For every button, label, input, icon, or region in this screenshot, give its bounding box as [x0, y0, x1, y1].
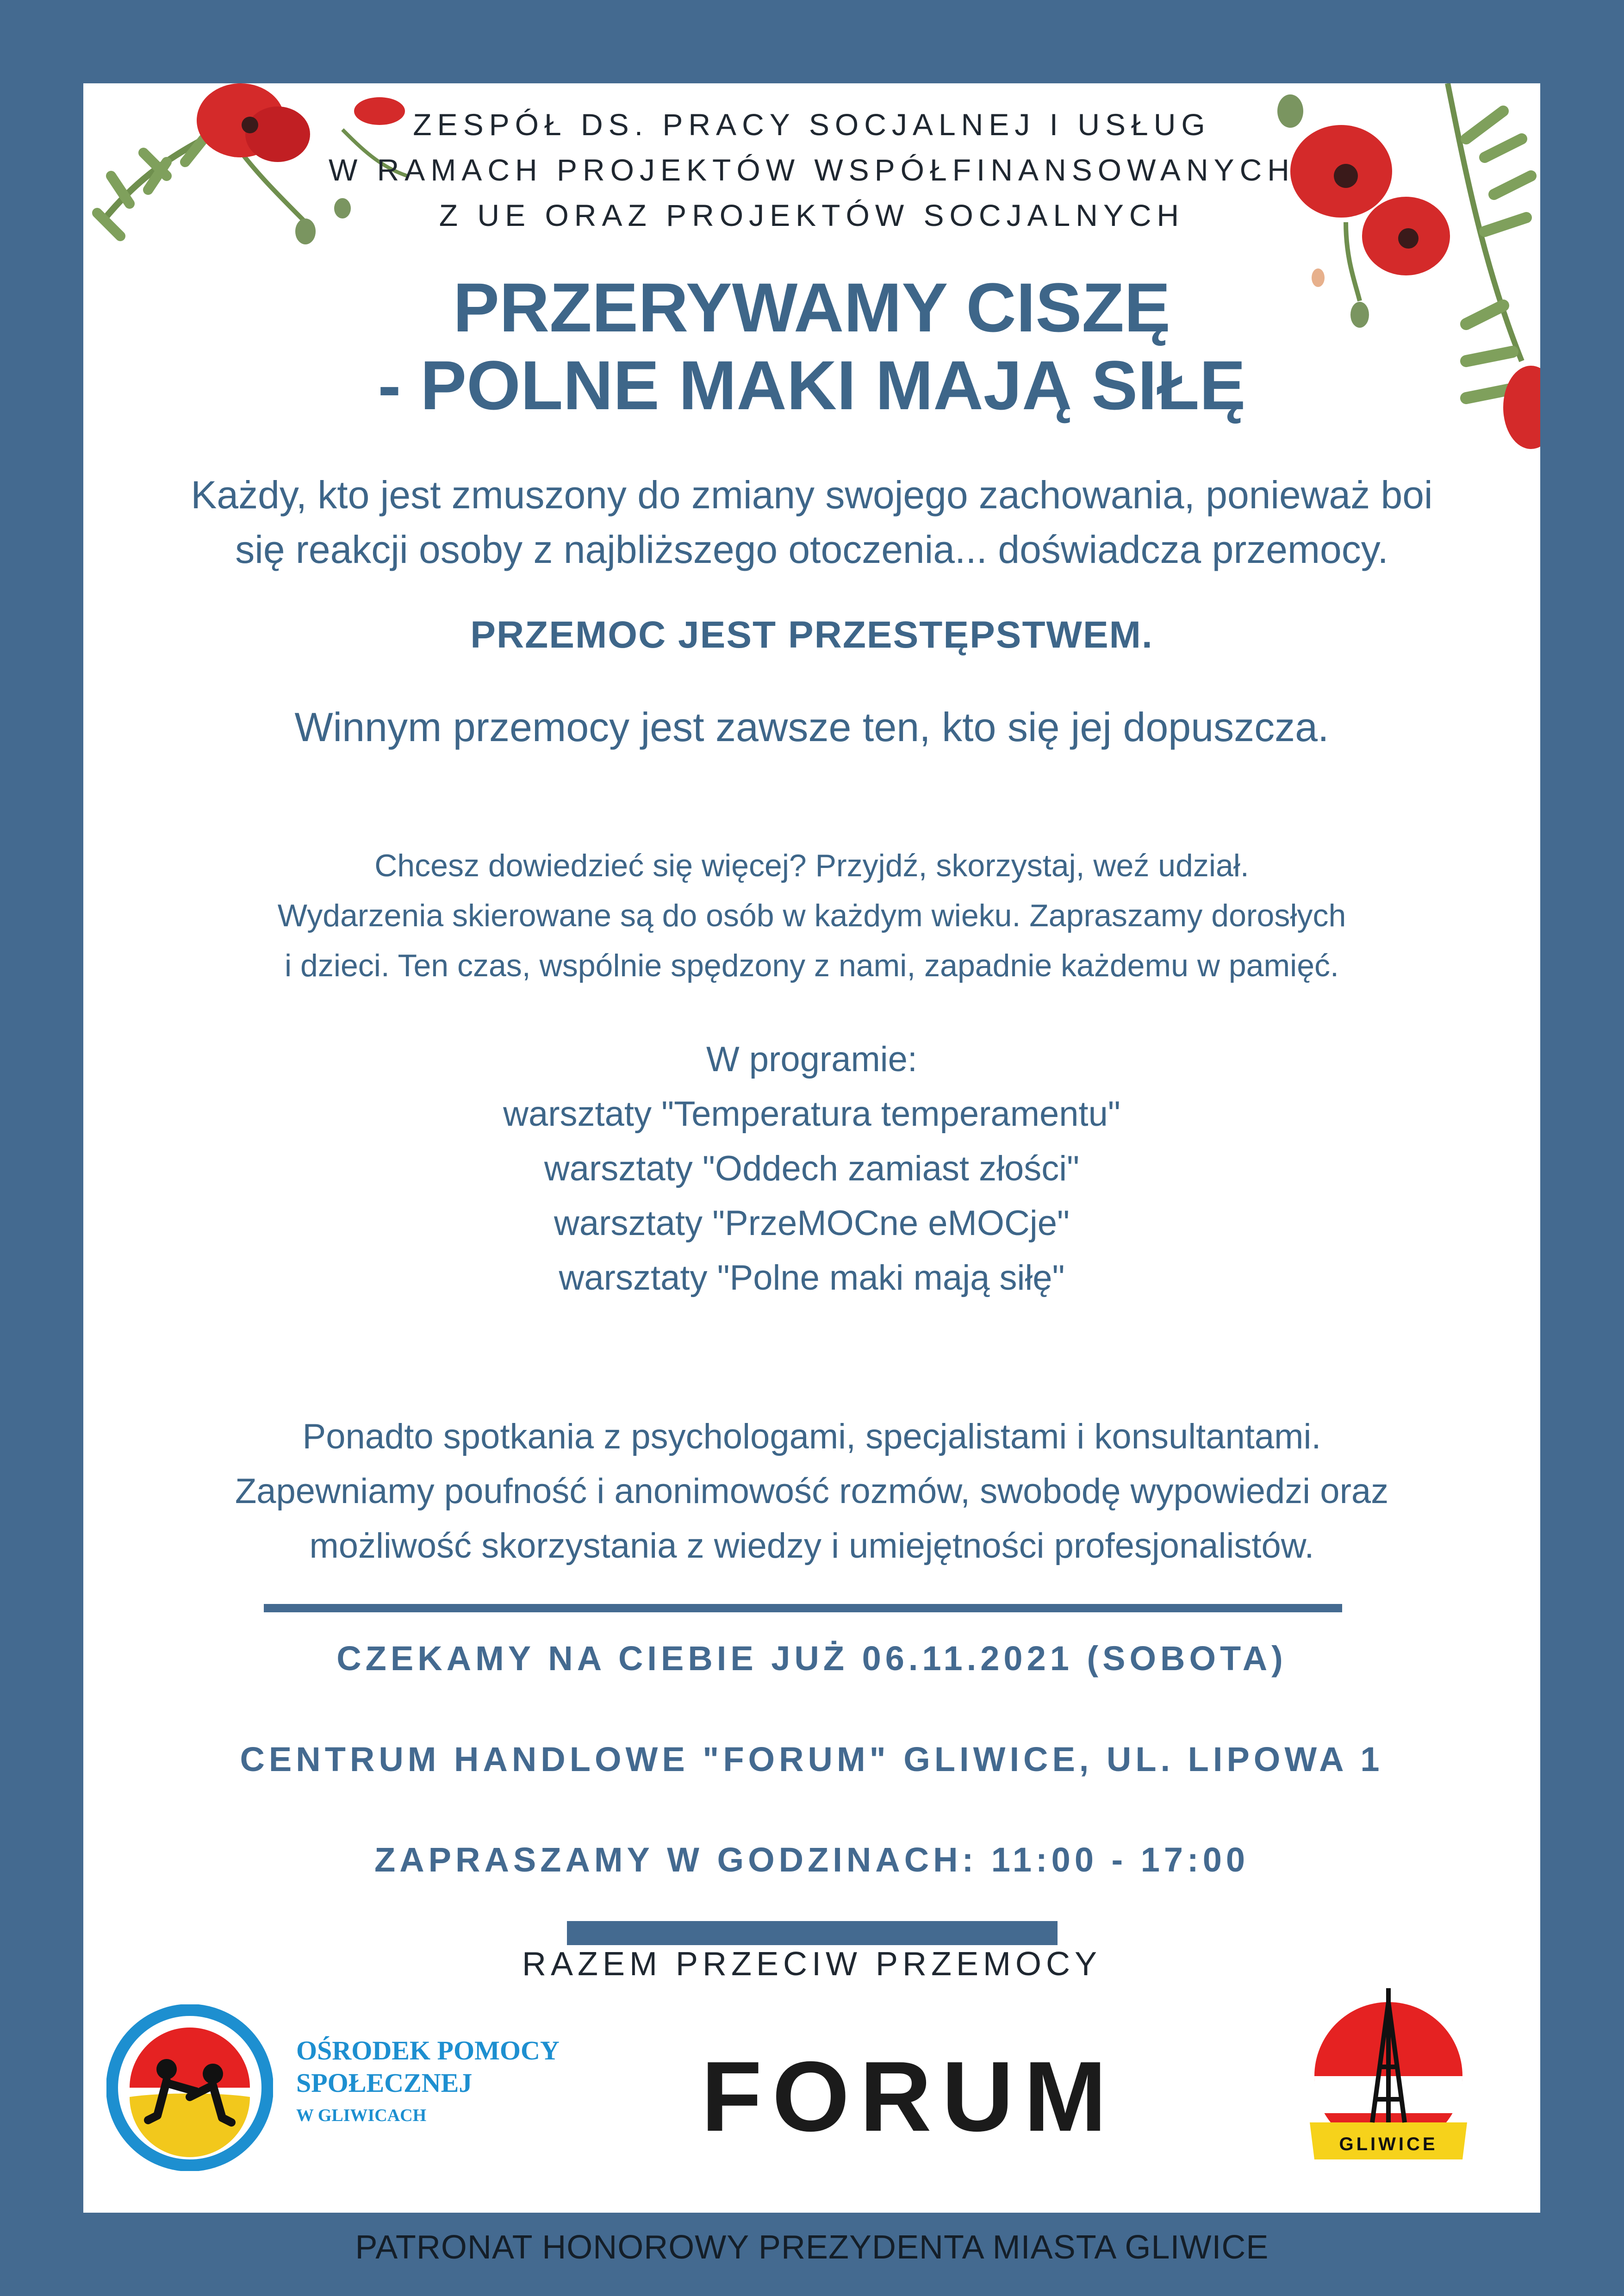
lead-line-2: się reakcji osoby z najbliższego otoczenia... doświadcza przemocy.: [235, 528, 1388, 571]
title-line-1: PRZERYWAMY CISZĘ: [453, 268, 1171, 346]
event-hours: ZAPRASZAMY W GODZINACH: 11:00 - 17:00: [374, 1841, 1249, 1879]
lead-paragraph: [83, 468, 1540, 577]
forum-logo: FORUM: [701, 2040, 1117, 2152]
program-item: warsztaty "Polne maki mają siłę": [559, 1258, 1065, 1298]
organizer-header: [83, 102, 1540, 238]
program-list: [83, 1032, 1540, 1305]
header-line-1: ZESPÓŁ DS. PRACY SOCJALNEJ I USŁUG: [413, 107, 1211, 142]
header-line-2: W RAMACH PROJEKTÓW WSPÓŁFINANSOWANYCH: [329, 153, 1295, 187]
support-line-2: Zapewniamy poufność i anonimowość rozmów, swobodę wypowiedzi oraz: [235, 1472, 1389, 1511]
guilt-statement: Winnym przemocy jest zawsze ten, kto się jej dopuszcza.: [294, 704, 1329, 750]
ops-name-line-2: SPOŁECZNEJ: [296, 2068, 473, 2098]
support-line-1: Ponadto spotkania z psychologami, specjalistami i konsultantami.: [302, 1417, 1321, 1456]
program-item: warsztaty "Temperatura temperamentu": [503, 1094, 1120, 1134]
ops-name-line-3: W GLIWICACH: [296, 2106, 427, 2125]
invite-paragraph: [83, 841, 1540, 991]
program-item: warsztaty "PrzeMOCne eMOCje": [554, 1204, 1070, 1243]
ops-logo-text: [296, 2034, 560, 2132]
gliwice-logo-icon: [1296, 1984, 1481, 2178]
invite-line-1: Chcesz dowiedzieć się więcej? Przyjdź, skorzystaj, weź udział.: [374, 848, 1249, 883]
program-heading: W programie:: [706, 1040, 918, 1079]
title-line-2: - POLNE MAKI MAJĄ SIŁĘ: [378, 346, 1246, 424]
violence-is-crime-statement: PRZEMOC JEST PRZESTĘPSTWEM.: [470, 614, 1153, 656]
poster-page: [83, 83, 1540, 2213]
divider: [264, 1604, 1342, 1612]
event-date: CZEKAMY NA CIEBIE JUŻ 06.11.2021 (SOBOTA): [336, 1639, 1287, 1678]
event-place: CENTRUM HANDLOWE "FORUM" GLIWICE, UL. LIPOWA 1: [240, 1740, 1384, 1778]
divider-bar: [567, 1921, 1058, 1945]
lead-line-1: Każdy, kto jest zmuszony do zmiany swojego zachowania, ponieważ boi: [191, 473, 1433, 517]
ops-name-line-1: OŚRODEK POMOCY: [296, 2035, 560, 2065]
ops-logo-icon: [106, 2004, 273, 2171]
honorary-patronage: PATRONAT HONOROWY PREZYDENTA MIASTA GLIWICE: [355, 2229, 1269, 2266]
support-paragraph: [83, 1410, 1540, 1573]
poster-title: [83, 268, 1540, 424]
program-item: warsztaty "Oddech zamiast złości": [544, 1149, 1080, 1188]
invite-line-3: i dzieci. Ten czas, wspólnie spędzony z nami, zapadnie każdemu w pamięć.: [285, 948, 1339, 983]
gliwice-logo-text: GLIWICE: [1339, 2134, 1438, 2154]
invite-line-2: Wydarzenia skierowane są do osób w każdym wieku. Zapraszamy dorosłych: [277, 898, 1346, 933]
support-line-3: możliwość skorzystania z wiedzy i umiejętności profesjonalistów.: [309, 1526, 1314, 1566]
header-line-3: Z UE ORAZ PROJEKTÓW SOCJALNYCH: [439, 198, 1185, 232]
slogan: RAZEM PRZECIW PRZEMOCY: [522, 1946, 1101, 1983]
